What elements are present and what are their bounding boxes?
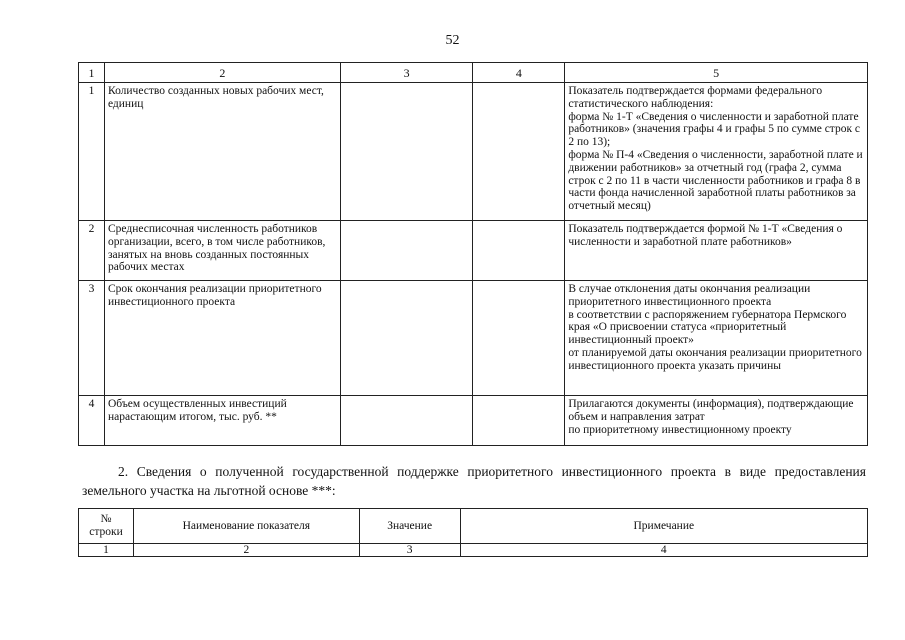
table-row [79, 83, 868, 221]
indicator-name: Количество созданных новых рабочих мест, единиц [104, 83, 340, 221]
column-header-row-number: № строки [79, 509, 134, 544]
column-header: 1 [79, 63, 105, 83]
value-cell [473, 281, 565, 396]
table-row [79, 396, 868, 446]
column-header-note: Примечание [460, 509, 867, 544]
note-cell: Показатель подтверждается формой № 1-Т «Сведения о численности и заработной плате работников» [565, 221, 868, 281]
value-cell [473, 83, 565, 221]
table-row [79, 221, 868, 281]
row-number: 3 [79, 281, 105, 396]
indicator-name: Среднесписочная численность работников организации, всего, в том числе работников, занятых на вновь созданных постоянных рабочих местах [104, 221, 340, 281]
row-number: 1 [79, 83, 105, 221]
value-cell [340, 83, 473, 221]
table-header-row [79, 63, 868, 83]
value-cell [473, 396, 565, 446]
table-row [79, 281, 868, 396]
note-cell: Показатель подтверждается формами федерального статистического наблюдения: форма № 1-Т «Сведения о численности и заработной плате работников» (значения графы 4 и графы 5 по сумме строк с 2 по 13); форма № П-4 «Сведения о численности, заработной плате и движении работников» за отчетный год (графа 2, сумма строк с 2 по 11 в части численности работников и графа 8 в части фонда начисленной заработной платы работников за отчетный месяц) [565, 83, 868, 221]
value-cell [473, 221, 565, 281]
land-support-table [78, 508, 868, 557]
table-numbering-row [79, 544, 868, 557]
column-header: 4 [473, 63, 565, 83]
table-header-row [79, 509, 868, 544]
indicator-name: Объем осуществленных инвестиций нарастающим итогом, тыс. руб. ** [104, 396, 340, 446]
column-header: 2 [104, 63, 340, 83]
column-number: 2 [133, 544, 359, 557]
page-number: 52 [445, 33, 460, 48]
value-cell [340, 281, 473, 396]
row-number: 2 [79, 221, 105, 281]
section-2-heading: 2. Сведения о полученной государственной поддержке приоритетного инвестиционного проекта в виде предоставления земельного участка на льготной основе ***: [82, 464, 866, 498]
row-number: 4 [79, 396, 105, 446]
indicator-name: Срок окончания реализации приоритетного инвестиционного проекта [104, 281, 340, 396]
column-header: 3 [340, 63, 473, 83]
note-cell: В случае отклонения даты окончания реализации приоритетного инвестиционного проекта в соответствии с распоряжением губернатора Пермского края «О присвоении статуса «приоритетный инвестиционный проект» от планируемой даты окончания реализации приоритетного инвестиционного проекта указать причины [565, 281, 868, 396]
column-number: 4 [460, 544, 867, 557]
column-number: 3 [359, 544, 460, 557]
note-cell: Прилагаются документы (информация), подтверждающие объем и направления затрат по приоритетному инвестиционному проекту [565, 396, 868, 446]
column-number: 1 [79, 544, 134, 557]
value-cell [340, 396, 473, 446]
indicators-table [78, 62, 868, 446]
column-header-value: Значение [359, 509, 460, 544]
column-header-indicator-name: Наименование показателя [133, 509, 359, 544]
value-cell [340, 221, 473, 281]
column-header: 5 [565, 63, 868, 83]
